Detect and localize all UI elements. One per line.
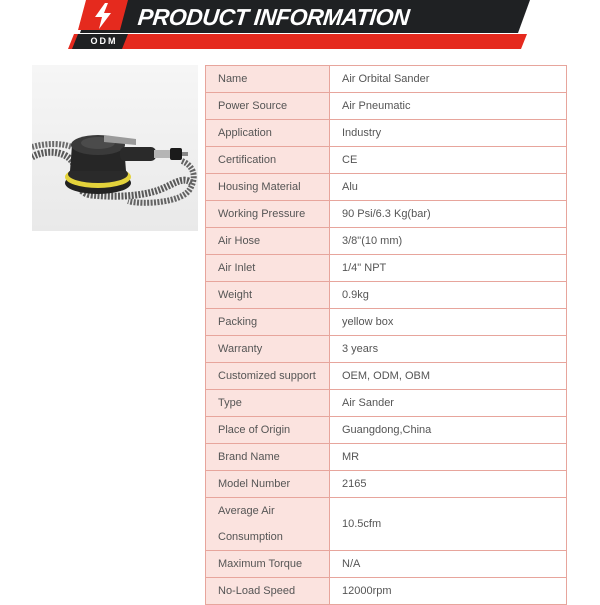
table-row xyxy=(206,578,567,605)
spec-value: MR xyxy=(330,444,567,471)
spec-value: OEM, ODM, OBM xyxy=(330,363,567,390)
table-row xyxy=(206,255,567,282)
table-row xyxy=(206,471,567,498)
spec-label: Average Air Consumption xyxy=(206,498,330,551)
table-row xyxy=(206,147,567,174)
table-row xyxy=(206,201,567,228)
page-title: PRODUCT INFORMATION xyxy=(136,4,411,30)
spec-value: 1/4" NPT xyxy=(330,255,567,282)
spec-value: 12000rpm xyxy=(330,578,567,605)
spec-label: Warranty xyxy=(206,336,330,363)
spec-value: Air Sander xyxy=(330,390,567,417)
spec-value: Alu xyxy=(330,174,567,201)
table-row xyxy=(206,120,567,147)
table-row xyxy=(206,228,567,255)
spec-label: Application xyxy=(206,120,330,147)
spec-label: Name xyxy=(206,66,330,93)
spec-value: yellow box xyxy=(330,309,567,336)
spec-label: Brand Name xyxy=(206,444,330,471)
lightning-bolt-icon xyxy=(91,2,115,30)
spec-value: Air Pneumatic xyxy=(330,93,567,120)
table-row xyxy=(206,309,567,336)
table-row xyxy=(206,93,567,120)
spec-value: 3/8"(10 mm) xyxy=(330,228,567,255)
spec-label: Air Inlet xyxy=(206,255,330,282)
spec-value: 0.9kg xyxy=(330,282,567,309)
spec-label: Place of Origin xyxy=(206,417,330,444)
table-row xyxy=(206,444,567,471)
odm-badge: ODM xyxy=(90,36,118,46)
spec-label: Model Number xyxy=(206,471,330,498)
table-row xyxy=(206,498,567,551)
spec-value: 90 Psi/6.3 Kg(bar) xyxy=(330,201,567,228)
spec-label: Power Source xyxy=(206,93,330,120)
table-row xyxy=(206,551,567,578)
spec-label: Customized support xyxy=(206,363,330,390)
table-row xyxy=(206,282,567,309)
spec-label: Type xyxy=(206,390,330,417)
header-banner xyxy=(0,0,600,50)
table-row xyxy=(206,417,567,444)
spec-label: No-Load Speed xyxy=(206,578,330,605)
spec-value: N/A xyxy=(330,551,567,578)
product-spec-table xyxy=(205,65,567,605)
table-row xyxy=(206,66,567,93)
spec-value: Air Orbital Sander xyxy=(330,66,567,93)
spec-value: CE xyxy=(330,147,567,174)
spec-value: 10.5cfm xyxy=(330,498,567,551)
spec-label: Certification xyxy=(206,147,330,174)
product-photo xyxy=(32,65,198,231)
table-row xyxy=(206,336,567,363)
air-orbital-sander-image xyxy=(32,65,198,231)
spec-value: 3 years xyxy=(330,336,567,363)
spec-value: Industry xyxy=(330,120,567,147)
spec-label: Air Hose xyxy=(206,228,330,255)
spec-value: Guangdong,China xyxy=(330,417,567,444)
spec-label: Housing Material xyxy=(206,174,330,201)
table-row xyxy=(206,363,567,390)
spec-label: Packing xyxy=(206,309,330,336)
spec-label: Maximum Torque xyxy=(206,551,330,578)
table-row xyxy=(206,174,567,201)
spec-value: 2165 xyxy=(330,471,567,498)
spec-label: Working Pressure xyxy=(206,201,330,228)
table-row xyxy=(206,390,567,417)
spec-label: Weight xyxy=(206,282,330,309)
